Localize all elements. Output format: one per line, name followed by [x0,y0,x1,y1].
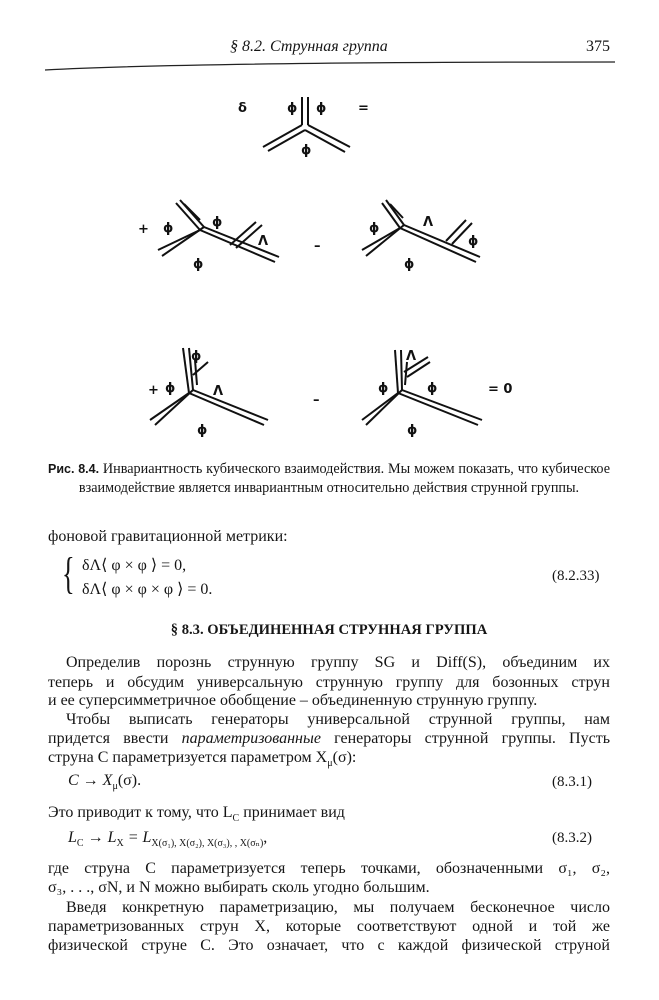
plus-sign: + [138,222,149,237]
equation-8-3-1: $C \to X_\mu(\sigma)$. [68,772,142,793]
equation-8-2-33-line1: δΛ⟨ φ × φ ⟩ = 0, [82,557,187,574]
phi-label: ϕ [287,101,298,116]
diagram-row2-left [158,200,279,262]
phi-label: ϕ [191,349,202,364]
figure-caption [48,460,610,497]
phi-label: ϕ [163,221,174,236]
phi-label: ϕ [404,257,415,272]
caption-label: Рис. 8.4. [48,462,100,476]
paragraph-line: где струна C параметризуется теперь точками, обозначенными σ₁, σ₂, [48,860,610,877]
page-number: 375 [586,38,610,55]
section-heading: § 8.3. ОБЪЕДИНЕННАЯ СТРУННАЯ ГРУППА [170,622,488,638]
figure-8-4-diagrams [100,85,540,445]
paragraph-line: σ₃, . . ., σN, и N можно выбирать сколь угодно большим. [48,879,430,896]
paragraph-line: Это приводит к тому, что $L_C$ принимает вид [48,804,345,825]
delta-symbol: δ [238,101,247,116]
paragraph-line: Введя конкретную параметризацию, мы получаем бесконечное число [66,899,610,916]
minus-sign: – [314,239,321,254]
intro-line: фоновой гравитационной метрики: [48,528,288,545]
lambda-label: Λ [423,215,434,230]
lambda-label: Λ [213,384,224,399]
paragraph-line: струна C параметризуется параметром $X_\mu(\sigma)$: [48,749,357,770]
plus-sign: + [148,383,159,398]
paragraph-line: придется ввести параметризованные генераторы струнной группы. Пусть [48,730,611,747]
equation-number: (8.3.2) [552,830,592,846]
paragraph-line: физической струне C. Это означает, что с каждой физической струной [48,937,610,954]
phi-label: ϕ [407,423,418,438]
equals-sign: = [358,101,369,116]
equation-brace: { [62,549,75,598]
caption-line: струнной группы. [470,479,580,496]
equation-number: (8.3.1) [552,774,592,790]
paragraph-line: теперь и обсудим универсальную струнную группу для бозонных струн [48,674,610,691]
lambda-label: Λ [406,349,417,364]
diagram-row2-right [362,200,480,262]
header-rule [45,60,615,72]
paragraph-line: Чтобы выписать генераторы универсальной струнной группы, нам [66,711,610,728]
phi-label: ϕ [165,381,176,396]
phi-label: ϕ [369,221,380,236]
equation-number: (8.2.33) [552,568,600,584]
equation-8-2-33-line2: δΛ⟨ φ × φ × φ ⟩ = 0. [82,581,213,598]
caption-line: что кубическое взаимодействие является инвариантным относительно действия [78,461,610,496]
minus-sign: – [313,393,320,408]
paragraph-line: Определив порознь струнную группу SG и Diff(S), объединим их [66,654,610,671]
lambda-label: Λ [258,234,269,249]
phi-label: ϕ [301,143,312,158]
equation-8-3-2: $L_C \to L_X = L_{X(\sigma_1), X(\sigma_2), X(\sigma_3), , X(\sigma_n)}$, [68,829,268,850]
paragraph-line: параметризованных струн X, которые соответствуют одной и той же [48,918,610,935]
phi-label: ϕ [212,215,223,230]
caption-line: Инвариантность кубического взаимодействия. Мы можем показать, [102,461,514,477]
phi-label: ϕ [468,234,479,249]
phi-label: ϕ [316,101,327,116]
phi-label: ϕ [427,381,438,396]
phi-label: ϕ [378,381,389,396]
phi-label: ϕ [193,257,204,272]
phi-label: ϕ [197,423,208,438]
paragraph-line: и ее суперсимметричное обобщение – объединенную струнную группу. [48,692,538,709]
running-header-title: § 8.2. Струнная группа [230,38,388,55]
equals-zero: = 0 [488,382,513,397]
